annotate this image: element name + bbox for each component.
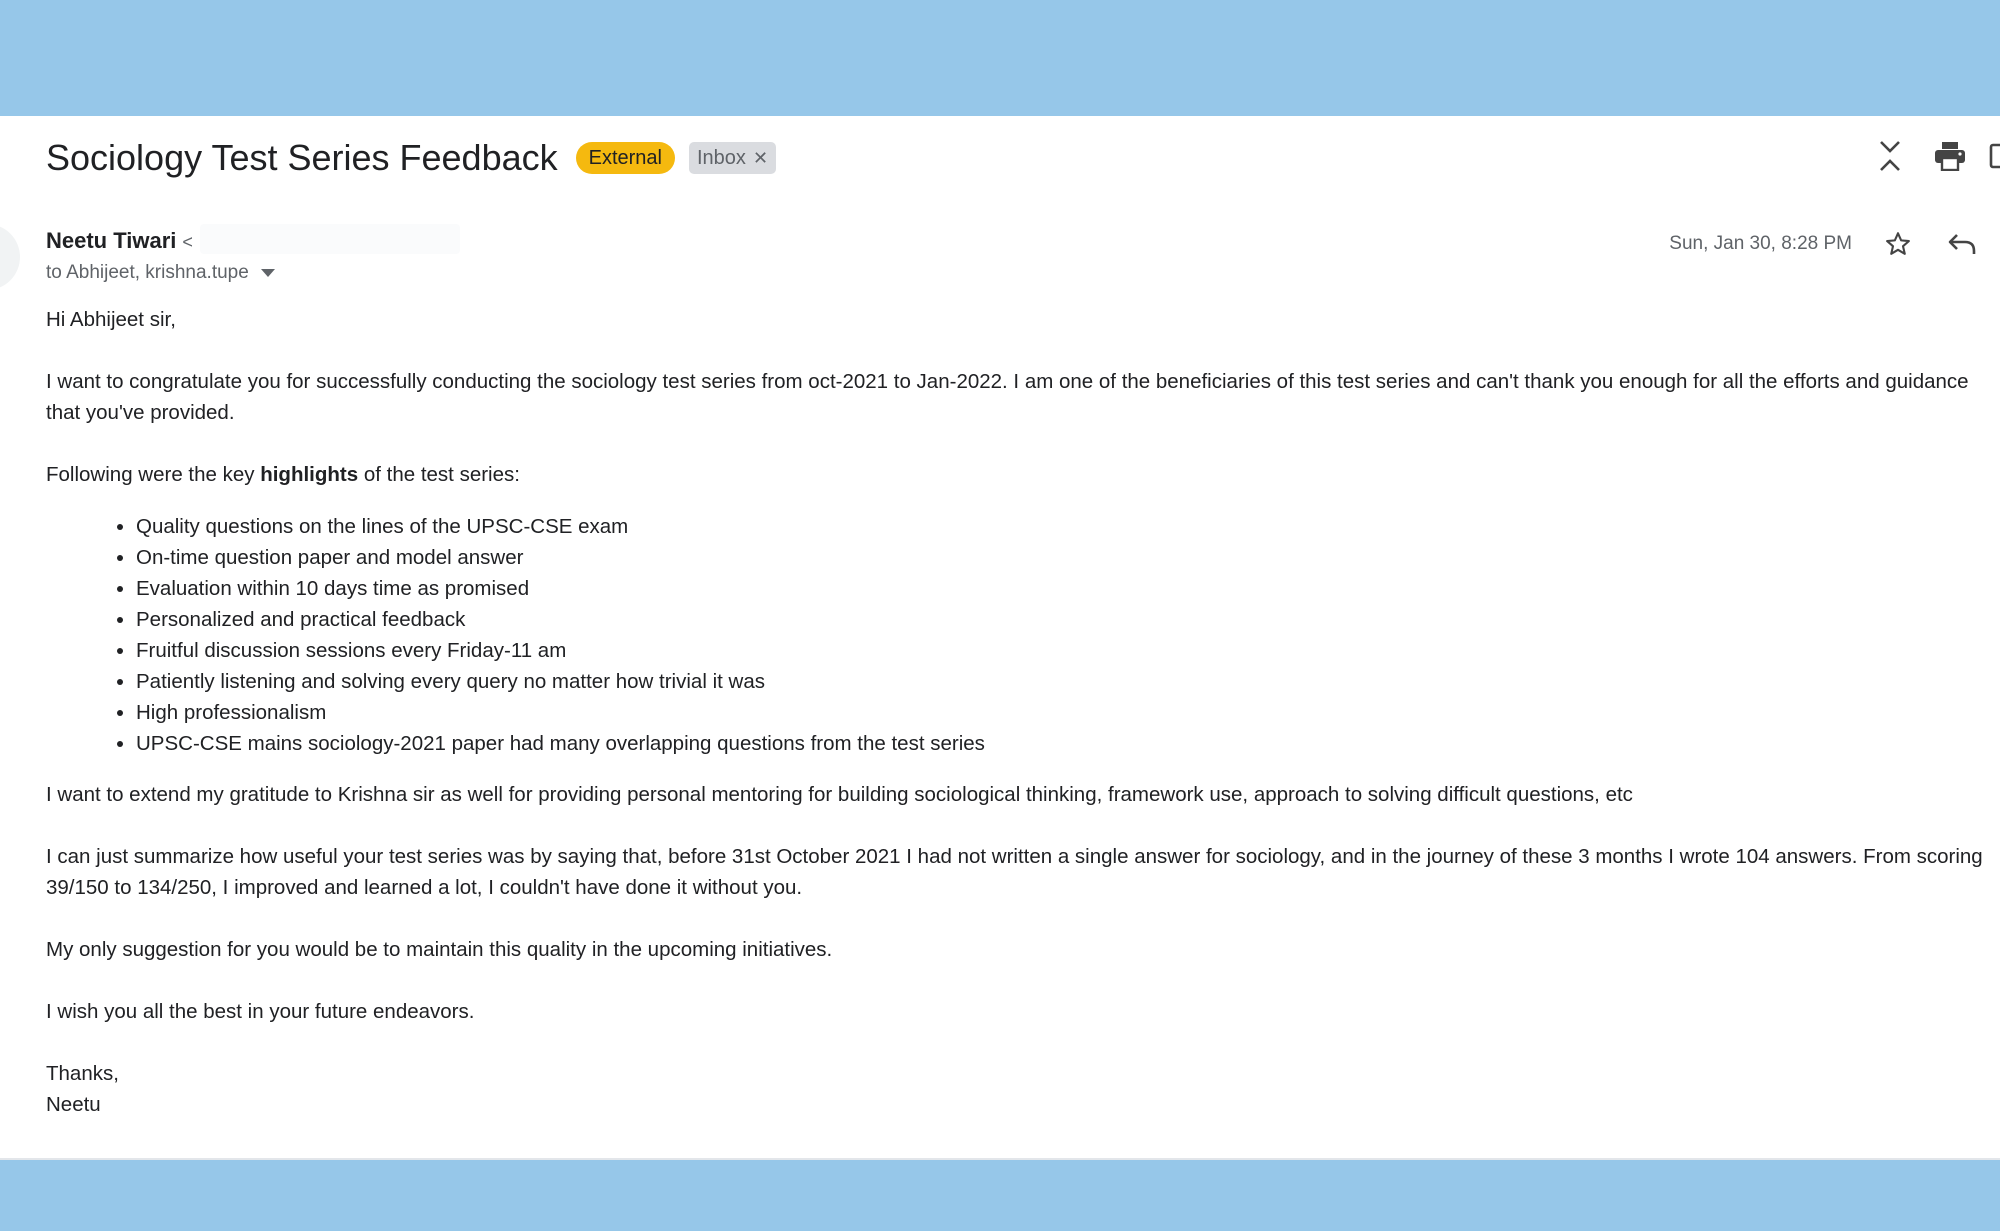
- body-paragraph: I wish you all the best in your future endeavors.: [46, 1000, 475, 1023]
- recipients: [46, 262, 275, 284]
- open-in-new-window-icon[interactable]: [1988, 134, 2000, 178]
- signoff: [46, 1058, 1986, 1120]
- star-icon[interactable]: [1876, 222, 1920, 266]
- recipients-text: to Abhijeet, krishna.tupe: [46, 262, 249, 283]
- list-item: • Evaluation within 10 days time as promised: [136, 573, 1986, 604]
- list-item: • High professionalism: [136, 697, 1986, 728]
- highlights-intro: Following were the key highlights of the test series:: [46, 463, 520, 486]
- message-date: Sun, Jan 30, 8:28 PM: [1669, 233, 1852, 254]
- list-item: • Patiently listening and solving every query no matter how trivial it was: [136, 666, 1986, 697]
- email-body: [46, 304, 1986, 1120]
- body-paragraph: I want to extend my gratitude to Krishna sir as well for providing personal mentoring for building sociological thinking, framework use, approach to solving difficult questions, etc: [46, 783, 1633, 806]
- chevron-down-icon[interactable]: [261, 262, 275, 284]
- closing: Thanks,: [46, 1062, 119, 1085]
- print-icon[interactable]: [1928, 134, 1972, 178]
- list-item: • UPSC-CSE mains sociology-2021 paper had many overlapping questions from the test series: [136, 728, 1986, 759]
- list-item: • On-time question paper and model answer: [136, 542, 1986, 573]
- sender-name[interactable]: Neetu Tiwari: [46, 228, 177, 253]
- list-item: • Quality questions on the lines of the UPSC-CSE exam: [136, 511, 1986, 542]
- label-inbox[interactable]: [689, 142, 776, 174]
- reply-icon[interactable]: [1940, 222, 1984, 266]
- message-meta: [1669, 222, 2000, 266]
- body-paragraph: I want to congratulate you for successfully conducting the sociology test series from oct-2021 to Jan-2022. I am one of the beneficiaries of this test series and can't thank you enough for all the efforts and guidance that you've provided.: [46, 370, 1969, 424]
- thread-toolbar: [1868, 136, 2000, 176]
- body-paragraph: I can just summarize how useful your test series was by saying that, before 31st October 2021 I had not written a single answer for sociology, and in the journey of these 3 months I wrote 104 answers. From scoring 39/150 to 134/250, I improved and learned a lot, I couldn't have done it without you.: [46, 845, 1983, 899]
- greeting: Hi Abhijeet sir,: [46, 308, 176, 331]
- list-item: • Personalized and practical feedback: [136, 604, 1986, 635]
- email-subject: Sociology Test Series Feedback: [46, 137, 558, 178]
- sender-row: [46, 228, 193, 254]
- highlights-list: [46, 511, 1986, 759]
- sender-email: <: [182, 232, 193, 252]
- label-inbox-text: Inbox: [697, 147, 746, 169]
- label-external: External: [576, 142, 675, 174]
- remove-label-icon[interactable]: ✕: [752, 148, 769, 168]
- email-view: [0, 116, 2000, 1160]
- redacted-email-address: [200, 224, 460, 254]
- list-item: • Fruitful discussion sessions every Friday-11 am: [136, 635, 1986, 666]
- avatar: [0, 224, 20, 290]
- signature: Neetu: [46, 1093, 101, 1116]
- body-paragraph: My only suggestion for you would be to maintain this quality in the upcoming initiatives.: [46, 938, 833, 961]
- collapse-all-icon[interactable]: [1868, 134, 1912, 178]
- subject-row: [46, 134, 776, 182]
